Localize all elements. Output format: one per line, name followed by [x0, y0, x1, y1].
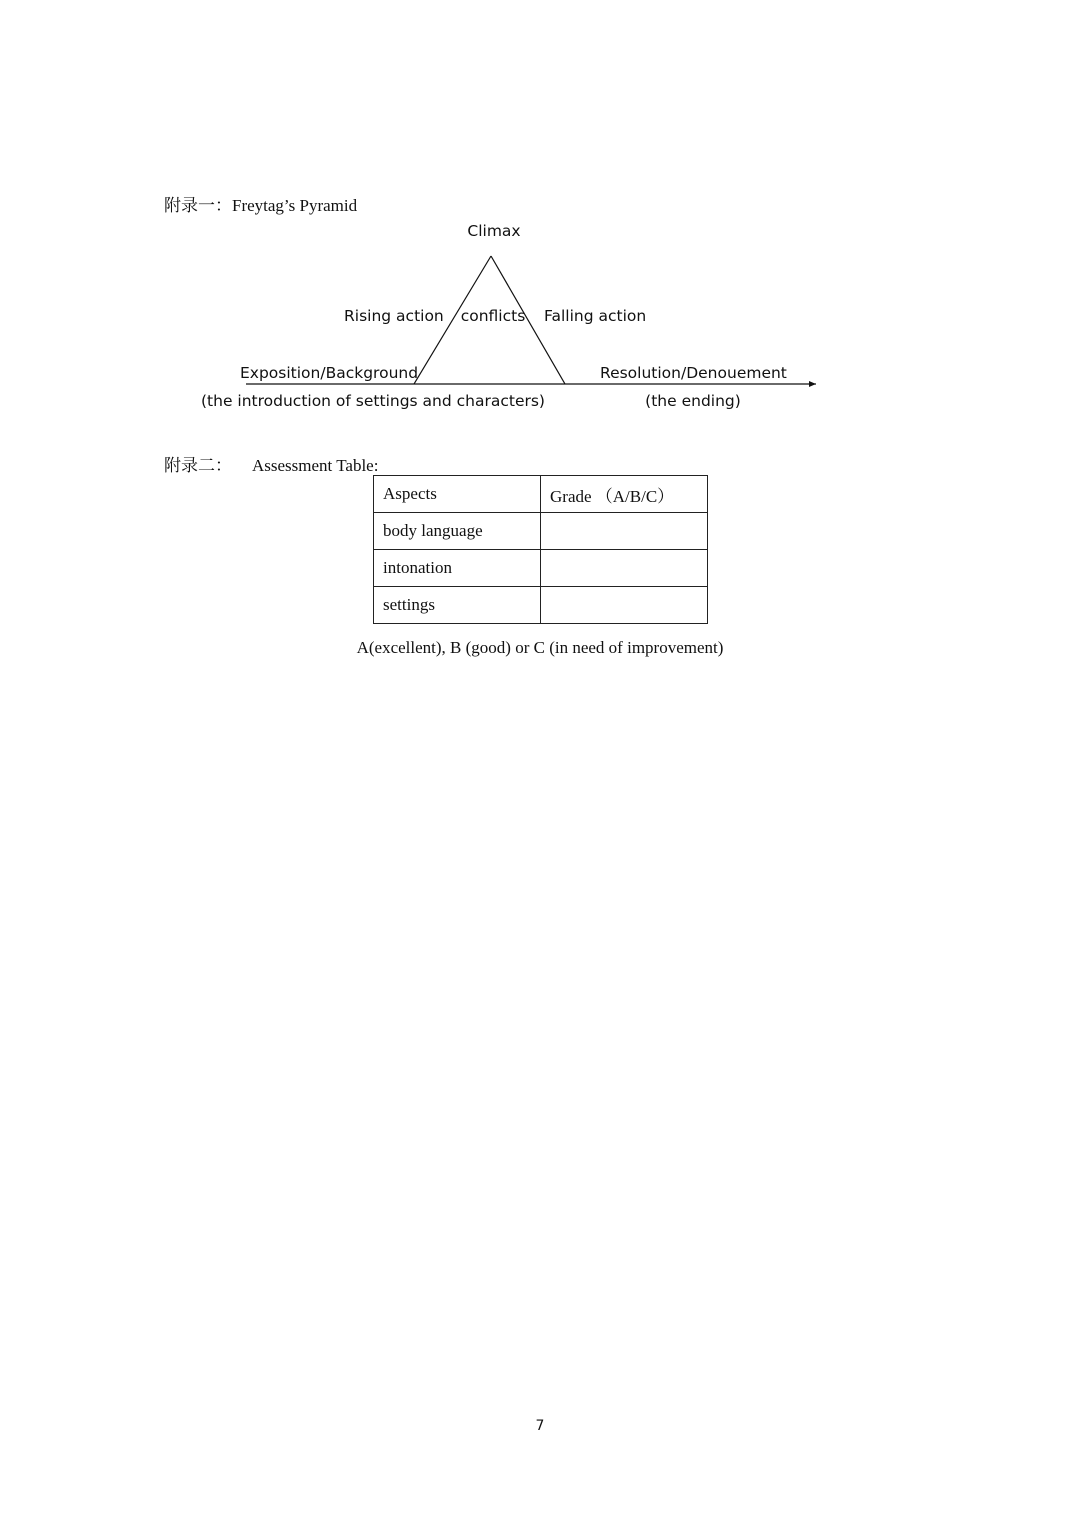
table-row: [374, 513, 708, 550]
falling-action-label: Falling action: [544, 307, 647, 325]
table-header-row: [374, 476, 708, 513]
header-aspects: Aspects: [374, 476, 541, 513]
resolution-note: (the ending): [645, 392, 741, 410]
aspect-cell: settings: [374, 587, 541, 624]
assessment-table: [373, 475, 708, 624]
appendix-2-prefix: 附录二：: [164, 456, 232, 475]
climax-label: Climax: [467, 222, 521, 240]
exposition-note: (the introduction of settings and characters): [201, 392, 545, 410]
grade-cell: [541, 513, 708, 550]
table-row: [374, 587, 708, 624]
exposition-label: Exposition/Background: [240, 364, 419, 382]
aspect-cell: body language: [374, 513, 541, 550]
freytag-pyramid-diagram: [0, 0, 1080, 440]
appendix-2-title: Assessment Table:: [252, 456, 379, 475]
appendix-1-heading: 附录一：Freytag’s Pyramid: [164, 196, 358, 215]
page-number: 7: [535, 1418, 545, 1434]
rising-action-label: Rising action: [344, 307, 444, 325]
aspect-cell: intonation: [374, 550, 541, 587]
grade-cell: [541, 587, 708, 624]
grade-legend-note: A(excellent), B (good) or C (in need of improvement): [356, 638, 724, 657]
header-grade: Grade （A/B/C）: [541, 476, 708, 513]
grade-cell: [541, 550, 708, 587]
conflicts-label: conflicts: [460, 307, 526, 325]
appendix-2-heading: [164, 451, 378, 476]
table-row: [374, 550, 708, 587]
resolution-label: Resolution/Denouement: [600, 364, 787, 382]
